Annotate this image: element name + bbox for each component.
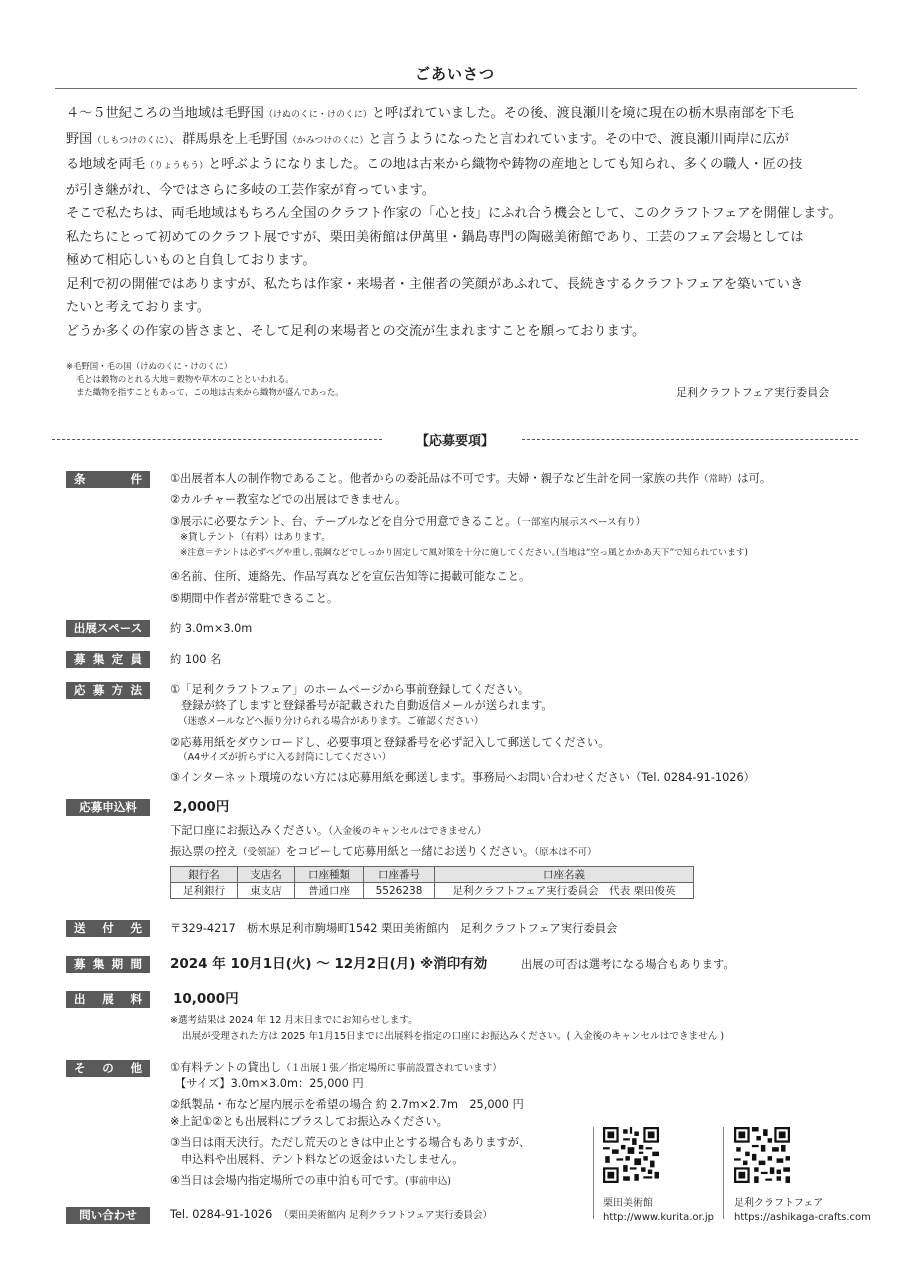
qr-block-ashikaga-crafts[interactable]	[734, 1127, 871, 1225]
bank-account-table	[170, 866, 694, 899]
label-send-to: 送 付 先	[66, 920, 150, 937]
greeting-line: そこで私たちは、両毛地域はもちろん全国のクラフト作家の「心と技」にふれ合う機会として、このクラフトフェアを開催します。	[66, 206, 842, 221]
other-line: ③当日は雨天決行。ただし荒天のときは中止とする場合もありますが、	[170, 1136, 531, 1149]
period-value: 2024 年 10月1日(火) ～ 12月2日(月) ※消印有効	[170, 956, 488, 972]
table-cell: 5526238	[364, 883, 435, 899]
exhibit-fee-amount: 10,000円	[173, 991, 239, 1007]
qr-label-url[interactable]: https://ashikaga-crafts.com	[734, 1212, 871, 1223]
contact-value: Tel. 0284-91-1026 （栗田美術館内 足利クラフトフェア実行委員会）	[170, 1208, 493, 1221]
condition-item: ①出展者本人の制作物であること。他者からの委託品は不可です。夫婦・親子など生計を同一家族の共作（常時）は可。	[170, 472, 772, 485]
greeting-title: ごあいさつ	[414, 65, 495, 83]
table-header: 口座番号	[364, 867, 435, 883]
fee-line: 振込票の控え（受領証）をコピーして応募用紙と一緒にお送りください。（原本は不可）	[170, 845, 597, 858]
condition-note: ※貸しテント（有料）はあります。	[180, 532, 331, 543]
table-header: 支店名	[238, 867, 295, 883]
greeting-line: どうか多くの作家の皆さまと、そして足利の来場者との交流が生まれますことを願っております。	[66, 323, 646, 339]
table-cell: 足利銀行	[171, 883, 238, 899]
table-cell: 東支店	[238, 883, 295, 899]
table-cell: 足利クラフトフェア実行委員会 代表 栗田俊英	[435, 883, 694, 899]
method-line: （A4サイズが折らずに入る封筒にしてください）	[178, 752, 392, 763]
title-divider	[55, 88, 857, 89]
greeting-line: ４～５世紀ころの当地域は毛野国（けぬのくに・けのくに）と呼ばれていました。その後、渡良瀬川を境に現在の栃木県南部を下毛	[66, 106, 794, 121]
label-contact: 問い合わせ	[66, 1207, 150, 1224]
other-line: ①有料テントの貸出し（１出展１張／指定場所に事前設置されています）	[170, 1061, 502, 1074]
label-space: 出展スペース	[66, 620, 150, 637]
method-line: （迷惑メールなどへ振り分けられる場合があります。ご確認ください）	[178, 716, 484, 727]
condition-note: ※注意＝テントは必ずペグや重し､張綱などでしっかり固定して風対策を十分に施してください｡(当地は“空っ風とかかあ天下”で知られています)	[180, 548, 748, 558]
greeting-line: が引き継がれ、今ではさらに多岐の工芸作家が育っています。	[66, 182, 435, 198]
entry-fee-amount: 2,000円	[173, 799, 230, 815]
label-other: そ の 他	[66, 1060, 150, 1077]
condition-item: ③展示に必要なテント、台、テーブルなどを自分で用意できること。（一部室内展示スペース有り）	[170, 515, 646, 528]
period-note: 出展の可否は選考になる場合もあります。	[521, 958, 735, 971]
other-line: 申込料や出展料、テント料などの返金はいたしません。	[181, 1153, 464, 1166]
table-cell: 普通口座	[295, 883, 364, 899]
signature: 足利クラフトフェア実行委員会	[676, 386, 830, 399]
greeting-footnote: ※毛野国・毛の国（けぬのくに・けのくに） 毛とは穀物のとれる大地＝穀物や草木のことといわれる。 また織物を指すこともあって、この地は古来から織物が盛んであった。	[66, 361, 344, 397]
label-capacity: 募 集 定 員	[66, 651, 150, 668]
label-conditions: 条 件	[66, 471, 150, 488]
label-exhibit-fee: 出 展 料	[66, 991, 150, 1008]
table-header-row	[171, 867, 694, 883]
exhibit-fee-note: ※選考結果は 2024 年 12 月末日までにお知らせします。	[170, 1015, 418, 1026]
section-title: 【応募要項】	[415, 434, 494, 449]
table-row	[171, 883, 694, 899]
condition-item: ④名前、住所、連絡先、作品写真などを宣伝告知等に掲載可能なこと。	[170, 570, 531, 583]
qr-label-url[interactable]: http://www.kurita.or.jp	[603, 1212, 714, 1223]
greeting-line: 極めて相応しいものと自負しております。	[66, 253, 316, 268]
greeting-line: る地域を両毛（りょうもう）と呼ぶようになりました。この地は古来から織物や鋳物の産地としても知られ、多くの職人・匠の技	[66, 157, 803, 172]
method-line: ②応募用紙をダウンロードし、必要事項と登録番号を必ず記入して郵送してください。	[170, 736, 610, 749]
method-line: 登録が終了しますと登録番号が記載された自動返信メールが送られます。	[181, 699, 553, 712]
other-line: ※上記①②とも出展料にプラスしてお振込みください。	[170, 1115, 448, 1128]
label-entry-fee: 応募申込料	[66, 799, 150, 816]
qr-code-icon[interactable]	[603, 1127, 659, 1183]
condition-item: ②カルチャー教室などでの出展はできません。	[170, 493, 407, 506]
exhibit-fee-note: 出展が受理された方は 2025 年1月15日までに出展料を指定の口座にお振込みください。( 入金後のキャンセルはできません )	[182, 1031, 725, 1042]
send-to-value: 〒329-4217 栃木県足利市駒場町1542 栗田美術館内 足利クラフトフェア実行委員会	[170, 922, 618, 935]
fee-line: 下記口座にお振込みください。（入金後のキャンセルはできません）	[170, 824, 487, 837]
qr-code-icon[interactable]	[734, 1127, 790, 1183]
qr-label-name: 栗田美術館	[603, 1198, 653, 1209]
table-header: 口座種類	[295, 867, 364, 883]
greeting-body	[66, 102, 856, 343]
qr-block-kurita[interactable]	[603, 1127, 714, 1225]
table-header: 口座名義	[435, 867, 694, 883]
greeting-line: 私たちにとって初めてのクラフト展ですが、栗田美術館は伊萬里・鍋島専門の陶磁美術館であり、工芸のフェア会場としては	[66, 229, 804, 245]
table-header: 銀行名	[171, 867, 238, 883]
qr-label-name: 足利クラフトフェア	[734, 1198, 824, 1209]
capacity-value: 約 100 名	[170, 653, 222, 666]
condition-item: ⑤期間中作者が常駐できること。	[170, 592, 339, 605]
dashed-divider-right	[522, 439, 858, 440]
qr-divider	[723, 1127, 724, 1219]
greeting-line: たいと考えております。	[66, 300, 211, 315]
greeting-line: 足利で初の開催ではありますが、私たちは作家・来場者・主催者の笑顔があふれて、長続きするクラフトフェアを築いていき	[66, 276, 804, 292]
other-line: 【サイズ】3.0m×3.0m：25,000 円	[175, 1077, 364, 1090]
method-line: ③インターネット環境のない方には応募用紙を郵送します。事務局へお問い合わせください（Tel. 0284-91-1026）	[170, 771, 755, 784]
other-line: ②紙製品・布など屋内展示を希望の場合 約 2.7m×2.7m 25,000 円	[170, 1098, 524, 1111]
space-value: 約 3.0m×3.0m	[170, 622, 253, 635]
greeting-line: 野国（しもつけのくに）、群馬県を上毛野国（かみつけのくに）と言うようになったと言われています。その中で、渡良瀬川両岸に広が	[66, 131, 790, 147]
qr-divider	[593, 1127, 594, 1219]
other-line: ④当日は会場内指定場所での車中泊も可です。(事前申込)	[170, 1174, 452, 1187]
method-line: ①「足利クラフトフェア」のホームページから事前登録してください。	[170, 683, 530, 696]
label-period: 募 集 期 間	[66, 956, 150, 973]
label-method: 応 募 方 法	[66, 682, 150, 699]
